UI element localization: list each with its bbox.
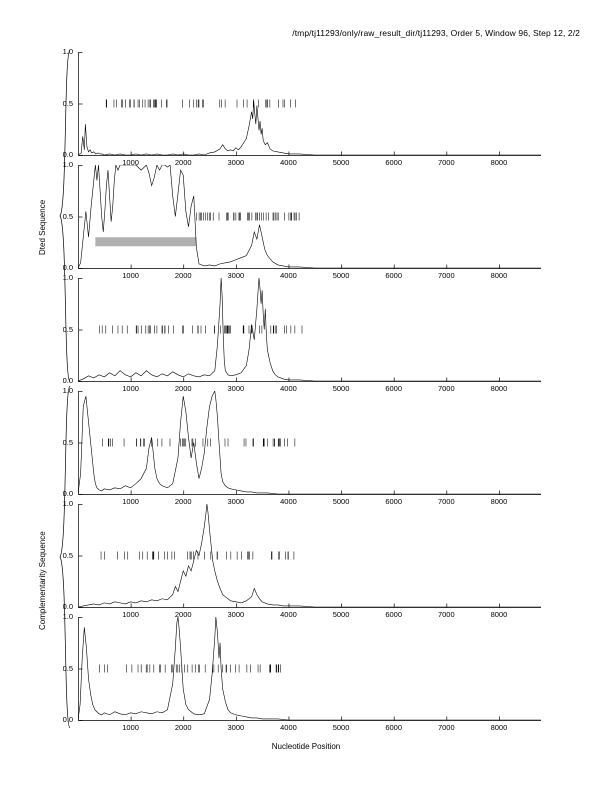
x-tick-label: 8000 xyxy=(490,158,508,167)
x-tick-label: 5000 xyxy=(332,271,350,280)
x-tick-label: 1000 xyxy=(122,158,139,167)
y-tick-label: 1.0 xyxy=(62,612,73,621)
y-tick-label: 0.0 xyxy=(62,489,73,498)
x-tick-label: 3000 xyxy=(227,610,245,619)
x-tick-label: 8000 xyxy=(490,497,508,506)
series-dted-3 xyxy=(78,278,541,381)
series-dted-1 xyxy=(78,101,541,155)
x-tick-label: 4000 xyxy=(280,497,297,506)
y-tick-label: 1.0 xyxy=(62,47,73,56)
x-tick-label: 6000 xyxy=(385,271,403,280)
x-tick-label: 3000 xyxy=(227,158,245,167)
y-tick-label: 0.5 xyxy=(62,437,73,447)
x-tick-label: 4000 xyxy=(280,723,297,732)
x-tick-label: 1000 xyxy=(122,723,139,732)
rug-marks xyxy=(106,100,295,108)
panel-1 xyxy=(78,52,541,155)
x-tick-label: 6000 xyxy=(385,497,403,506)
rug-marks xyxy=(100,326,302,334)
y-tick-label: 1.0 xyxy=(62,499,73,508)
panel-5-plot xyxy=(78,504,541,608)
x-tick-label: 7000 xyxy=(437,723,455,732)
y-tick-label: 0.0 xyxy=(62,602,73,611)
x-tick-label: 6000 xyxy=(385,384,403,393)
x-axis-title: Nucleotide Position xyxy=(271,742,341,751)
x-tick-label: 5000 xyxy=(332,497,350,506)
x-tick-label: 5000 xyxy=(332,384,350,393)
x-tick-label: 1000 xyxy=(122,497,139,506)
y-tick-label: 0.0 xyxy=(62,715,73,724)
y-axis-title-bottom: Complementarity Sequence xyxy=(38,531,47,630)
x-tick-label: 3000 xyxy=(227,723,245,732)
x-tick-label: 6000 xyxy=(385,158,403,167)
x-tick-label: 1000 xyxy=(122,384,139,393)
x-tick-label: 2000 xyxy=(174,723,192,732)
x-tick-label: 2000 xyxy=(174,384,192,393)
series-comp-1 xyxy=(78,391,541,494)
x-tick-label: 8000 xyxy=(490,271,508,280)
panel-4 xyxy=(78,391,541,494)
panel-3 xyxy=(78,278,541,381)
panel-2 xyxy=(78,165,541,268)
y-axis-title-top: Dted Sequence xyxy=(38,199,47,255)
x-tick-label: 3000 xyxy=(227,497,245,506)
x-tick-label: 1000 xyxy=(122,271,139,280)
y-tick-label: 0.0 xyxy=(62,376,73,385)
x-tick-label: 5000 xyxy=(332,610,350,619)
panel-1-plot xyxy=(78,52,541,156)
y-tick-label: 0.5 xyxy=(62,550,73,560)
x-tick-label: 7000 xyxy=(437,497,455,506)
y-tick-label: 1.0 xyxy=(62,160,73,169)
x-tick-label: 3000 xyxy=(227,271,245,280)
x-tick-label: 2000 xyxy=(174,497,192,506)
y-tick-label: 0.5 xyxy=(62,98,73,108)
x-tick-label: 4000 xyxy=(280,271,297,280)
panel-5 xyxy=(78,504,541,607)
rug-marks xyxy=(103,439,295,447)
x-tick-label: 8000 xyxy=(490,384,508,393)
x-tick-label: 7000 xyxy=(437,158,455,167)
x-tick-label: 4000 xyxy=(280,384,297,393)
x-tick-label: 7000 xyxy=(437,271,455,280)
x-tick-label: 7000 xyxy=(437,384,455,393)
rug-marks xyxy=(196,213,299,221)
x-tick-label: 3000 xyxy=(227,384,245,393)
panel-6-plot xyxy=(78,617,541,721)
x-tick-label: 4000 xyxy=(280,610,297,619)
series-comp-3 xyxy=(78,617,541,720)
y-tick-label: 1.0 xyxy=(62,273,73,282)
x-tick-label: 6000 xyxy=(385,723,403,732)
y-tick-label: 0.5 xyxy=(62,663,73,673)
y-tick-label: 0.0 xyxy=(62,263,73,272)
highlight-bar xyxy=(95,237,196,246)
x-tick-label: 5000 xyxy=(332,158,350,167)
y-tick-label: 0.5 xyxy=(62,324,73,334)
y-tick-label: 0.0 xyxy=(62,150,73,159)
page-title: /tmp/tj11293/only/raw_result_dir/tj11293, Order 5, Window 96, Step 12, 2/2 xyxy=(292,28,580,38)
y-tick-label: 0.5 xyxy=(62,211,73,221)
panel-4-plot xyxy=(78,391,541,495)
x-tick-label: 6000 xyxy=(385,610,403,619)
x-tick-label: 2000 xyxy=(174,271,192,280)
x-tick-label: 5000 xyxy=(332,723,350,732)
panel-3-plot xyxy=(78,278,541,382)
panel-2-plot xyxy=(78,165,541,269)
x-tick-label: 2000 xyxy=(174,610,192,619)
rug-marks xyxy=(99,665,280,673)
x-tick-label: 2000 xyxy=(174,158,192,167)
x-tick-label: 8000 xyxy=(490,723,508,732)
x-tick-label: 4000 xyxy=(280,158,297,167)
x-tick-label: 7000 xyxy=(437,610,455,619)
panel-6 xyxy=(78,617,541,720)
y-tick-label: 1.0 xyxy=(62,386,73,395)
x-tick-label: 8000 xyxy=(490,610,508,619)
series-dted-2 xyxy=(78,165,541,268)
x-tick-label: 1000 xyxy=(122,610,139,619)
